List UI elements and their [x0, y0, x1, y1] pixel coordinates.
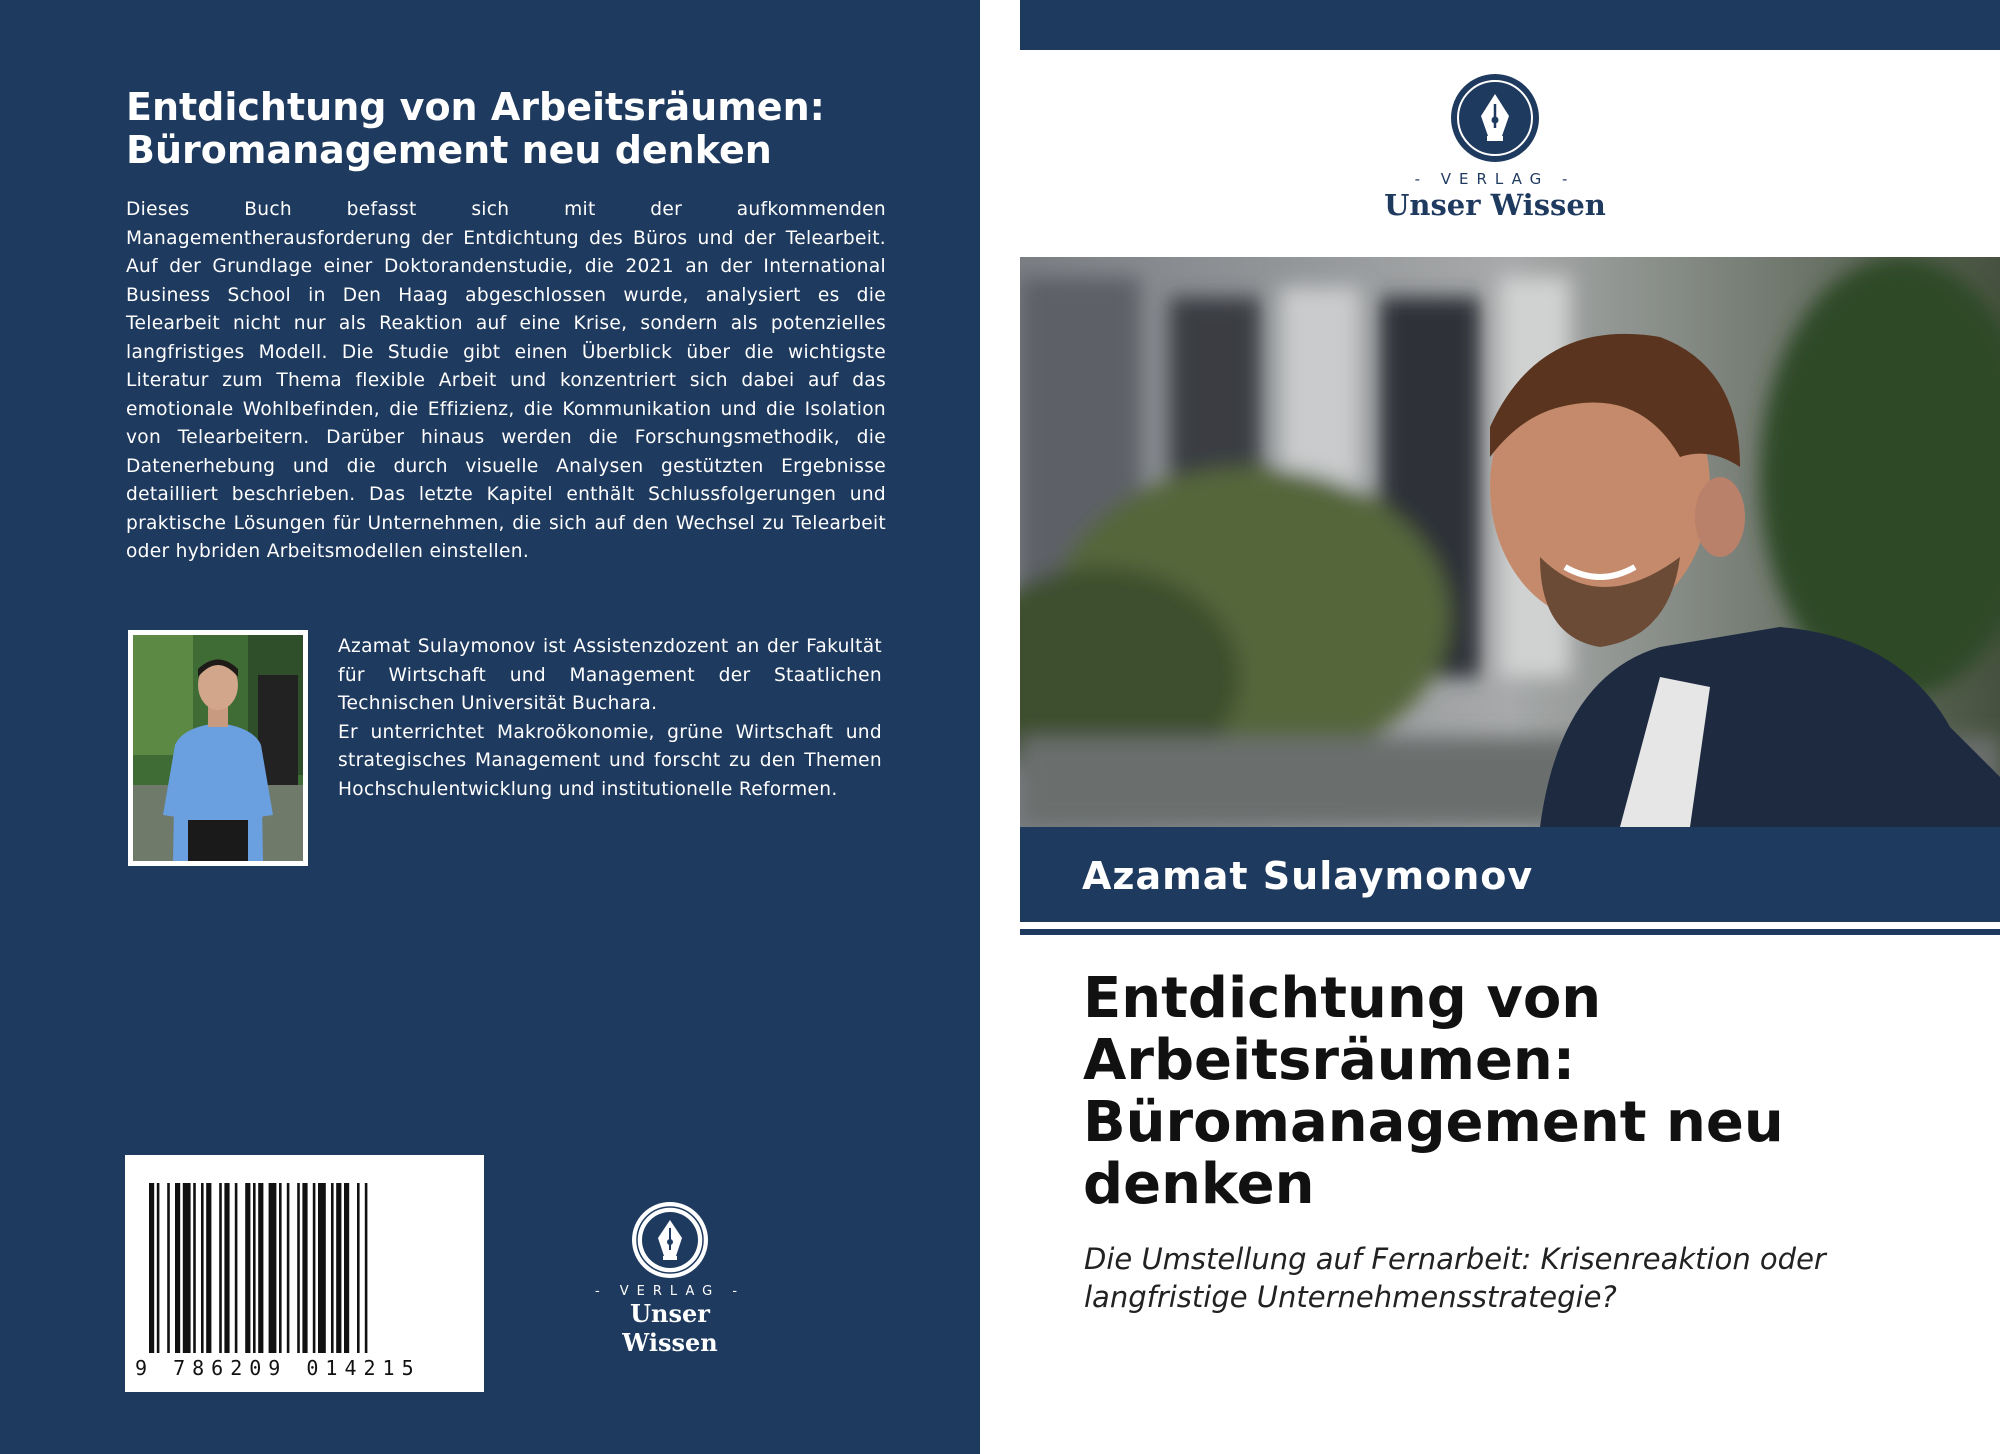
- author-biography: [338, 633, 882, 804]
- author-bio-paragraph-2: Er unterrichtet Makroökonomie, grüne Wirtschaft und strategisches Management und forscht zu den Themen Hochschulentwicklung und institutionelle Reformen.: [338, 721, 882, 800]
- isbn-digits: 9 786209 014215: [135, 1356, 421, 1380]
- barcode-bar: [344, 1183, 349, 1353]
- barcode-bar: [258, 1183, 263, 1353]
- top-bar: [1020, 0, 2000, 50]
- barcode-bar: [149, 1183, 154, 1353]
- barcode-bar: [219, 1183, 222, 1353]
- logo-verlag-text: - VERLAG -: [594, 1284, 746, 1299]
- barcode-bar: [224, 1183, 229, 1353]
- barcode-bar: [206, 1183, 211, 1353]
- book-description: Dieses Buch befasst sich mit der aufkommenden Managementherausforderung der Entdichtung des Büros und der Telearbeit. Auf der Grundlage einer Doktorandenstudie, die 2021 an der International Business School in Den Haag abgeschlossen wurde, analysiert es die Telearbeit nicht nur als Reaktion auf eine Krise, sondern als potenzielles langfristiges Modell. Die Studie gibt einen Überblick über die wichtigste Literatur zum Thema flexible Arbeit und konzentriert sich dabei auf das emotionale Wohlbefinden, die Effizienz, die Kommunikation und die Isolation von Telearbeitern. Darüber hinaus werden die Forschungsmethodik, die Datenerhebung und die durch visuelle Analysen gestützten Ergebnisse detailliert beschrieben. Das letzte Kapitel enthält Schlussfolgerungen und praktische Lösungen für Unternehmen, die sich auf den Wechsel zu Telearbeit oder hybriden Arbeitsmodellen einstellen.: [126, 199, 886, 562]
- barcode-bar: [336, 1183, 341, 1353]
- divider-line: [1020, 929, 2000, 935]
- book-title: Entdichtung von Arbeitsräumen: Büromanagement neu denken: [1083, 966, 1784, 1217]
- pen-nib-logo-icon: [630, 1200, 710, 1280]
- author-bio-paragraph-1: Azamat Sulaymonov ist Assistenzdozent an der Fakultät für Wirtschaft und Management der Staatlichen Technischen Universität Buchara.: [338, 636, 882, 714]
- book-subtitle: Die Umstellung auf Fernarbeit: Krisenreaktion oder langfristige Unternehmensstrategie?: [1084, 1242, 1826, 1314]
- publisher-logo-back: [580, 1200, 760, 1357]
- author-photo: [128, 630, 308, 866]
- barcode-bar: [167, 1183, 170, 1353]
- barcode-bar: [302, 1183, 307, 1353]
- barcode-bar: [245, 1183, 250, 1353]
- barcode-bar: [269, 1183, 277, 1353]
- barcode-bar: [175, 1183, 180, 1353]
- barcode-bar: [157, 1183, 160, 1353]
- barcode-bar: [287, 1183, 290, 1353]
- logo-brand-name: Unser Wissen: [622, 1299, 718, 1357]
- author-band: [1020, 827, 2000, 922]
- publisher-logo-front: [1375, 72, 1615, 222]
- barcode-bar: [365, 1183, 368, 1353]
- back-cover: [0, 0, 980, 1454]
- barcode-bar: [331, 1183, 334, 1353]
- barcode-bar: [193, 1183, 196, 1353]
- barcode-bar: [201, 1183, 204, 1353]
- cover-photo: [1020, 257, 2000, 827]
- barcode-bar: [357, 1183, 360, 1353]
- isbn-barcode: [125, 1155, 484, 1392]
- spine: [980, 0, 1020, 1454]
- logo-brand-name: Unser Wissen: [1384, 188, 1606, 222]
- barcode-bar: [318, 1183, 326, 1353]
- barcode-bar: [279, 1183, 282, 1353]
- logo-verlag-text: - VERLAG -: [1414, 170, 1576, 188]
- pen-nib-logo-icon: [1449, 72, 1541, 164]
- back-cover-title: Entdichtung von Arbeitsräumen: Büromanagement neu denken: [126, 85, 825, 172]
- author-name: Azamat Sulaymonov: [1082, 854, 1534, 898]
- barcode-bar: [297, 1183, 300, 1353]
- front-cover: [1020, 0, 2000, 1454]
- barcode-bar: [235, 1183, 238, 1353]
- barcode-bar: [313, 1183, 316, 1353]
- barcode-bar: [253, 1183, 256, 1353]
- barcode-bar: [183, 1183, 191, 1353]
